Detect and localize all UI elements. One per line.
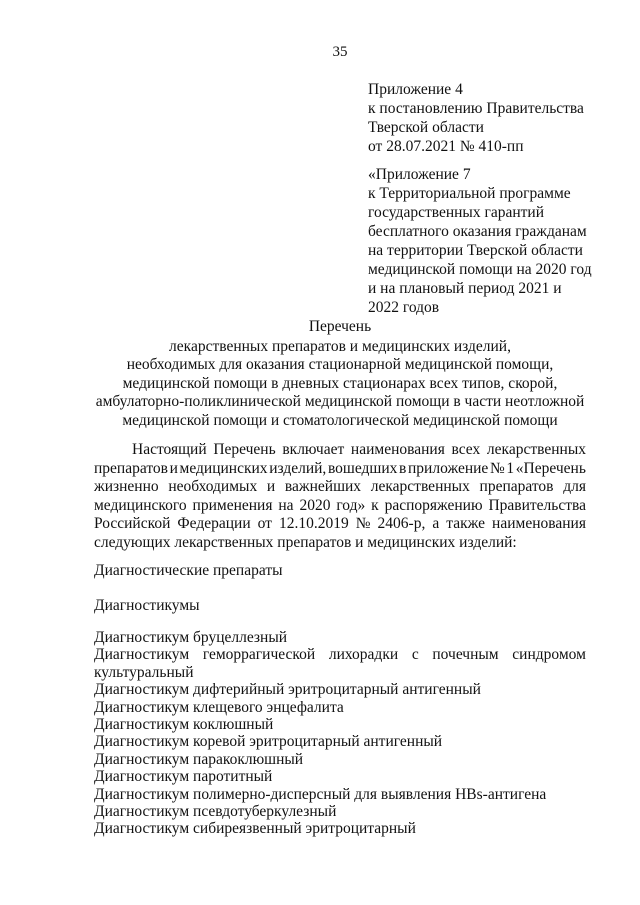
list-item: Диагностикум полимерно-дисперсный для выявления HBs-антигена xyxy=(94,785,547,803)
intro-word: медицинских xyxy=(179,459,268,477)
intro-word: Федерации xyxy=(177,515,251,533)
appendix-4-header xyxy=(368,80,584,156)
intro-word: лекарственных xyxy=(486,441,586,458)
intro-word: 1 xyxy=(506,459,515,477)
appendix-4-line: Приложение 4 xyxy=(368,81,463,98)
intro-word: препаратов xyxy=(479,478,554,496)
title-heading: Перечень xyxy=(308,318,372,335)
list-item-word: Диагностикум xyxy=(94,646,190,664)
list-item: Диагностикум псевдотуберкулезный xyxy=(94,803,337,821)
intro-word: применения xyxy=(192,496,273,514)
intro-word: необходимых xyxy=(168,478,258,496)
list-item: Диагностикум коревой эритроцитарный антигенный xyxy=(94,733,443,751)
intro-word: «Перечень xyxy=(515,459,586,477)
intro-word: № xyxy=(355,515,371,533)
appendix-7-line: и на плановый период 2021 и xyxy=(368,280,562,297)
list-item: Диагностикум бруцеллезный xyxy=(94,629,288,646)
title-line: амбулаторно-поликлинической медицинской помощи в части неотложной xyxy=(95,393,585,410)
diagnosticum-list xyxy=(94,629,586,838)
intro-word: лекарственных xyxy=(370,478,470,496)
title-line: необходимых для оказания стационарной медицинской помощи, xyxy=(126,356,554,373)
title-line: медицинской помощи и стоматологической медицинской помощи xyxy=(122,411,558,429)
intro-word: приложение xyxy=(408,459,489,477)
intro-word: год» xyxy=(336,496,366,514)
appendix-7-line: к Территориальной программе xyxy=(368,185,571,202)
intro-word: вошедших xyxy=(327,459,398,477)
title-line: медицинской помощи в дневных стационарах всех типов, скорой, xyxy=(122,374,558,392)
intro-word: на xyxy=(278,496,294,514)
list-item xyxy=(94,646,586,663)
list-item-word: с xyxy=(411,646,419,664)
appendix-4-line: к постановлению Правительства xyxy=(368,100,584,117)
list-item: Диагностикум дифтерийный эритроцитарный антигенный xyxy=(94,681,481,699)
list-item: Диагностикум паракоклюшный xyxy=(94,750,304,768)
list-item-word: лихорадки xyxy=(328,646,399,664)
intro-word: и xyxy=(266,478,276,496)
intro-line xyxy=(94,441,586,460)
intro-word: № xyxy=(489,459,505,477)
list-item-word: синдромом xyxy=(512,646,586,664)
intro-word: следующих лекарственных препаратов и медицинских изделий: xyxy=(94,533,517,551)
intro-word: медицинского xyxy=(94,496,187,514)
intro-line xyxy=(94,497,586,516)
appendix-7-line: бесплатного оказания гражданам xyxy=(368,223,587,240)
intro-word: в xyxy=(399,459,407,477)
intro-word: изделий, xyxy=(269,459,327,477)
intro-word: всех xyxy=(451,441,481,458)
appendix-7-header xyxy=(368,165,592,317)
intro-word: наименования xyxy=(492,515,586,533)
intro-word: к xyxy=(371,496,379,514)
page-number: 35 xyxy=(332,44,348,60)
appendix-7-line: медицинской помощи на 2020 год xyxy=(368,261,592,278)
section-heading-diagnosticums: Диагностикумы xyxy=(94,597,200,614)
intro-word: и xyxy=(169,459,178,477)
intro-line xyxy=(94,534,586,553)
appendix-4-line: от 28.07.2021 № 410-пп xyxy=(368,138,524,155)
intro-word: 12.10.2019 xyxy=(278,515,349,533)
intro-word: Правительства xyxy=(488,496,586,514)
list-item: Диагностикум коклюшный xyxy=(94,716,274,734)
intro-word: важнейших xyxy=(284,478,362,496)
intro-word: жизненно xyxy=(94,478,159,496)
intro-word: также xyxy=(446,515,486,533)
intro-line xyxy=(94,515,586,534)
document-title xyxy=(94,318,586,430)
section-heading-diagnostic-preparations: Диагностические препараты xyxy=(94,562,283,579)
intro-word: включает xyxy=(282,441,345,458)
intro-word: Перечень xyxy=(213,441,276,458)
appendix-7-line: 2022 годов xyxy=(368,299,440,316)
intro-word: от xyxy=(257,515,272,533)
list-item-continuation: культуральный xyxy=(94,663,194,681)
intro-word: а xyxy=(432,515,440,533)
list-item: Диагностикум клещевого энцефалита xyxy=(94,698,344,716)
list-item: Диагностикум паротитный xyxy=(94,768,273,786)
intro-word: 2020 xyxy=(299,496,331,514)
appendix-7-line: государственных гарантий xyxy=(368,204,544,221)
intro-line xyxy=(94,478,586,497)
title-line: лекарственных препаратов и медицинских изделий, xyxy=(169,337,511,355)
intro-word: препаратов xyxy=(94,459,168,477)
list-item-word: геморрагической xyxy=(202,646,316,664)
appendix-4-line: Тверской области xyxy=(368,119,484,136)
intro-word: распоряжению xyxy=(384,496,483,514)
list-item-word: почечным xyxy=(432,646,499,664)
intro-word: Российской xyxy=(94,515,171,533)
list-item: Диагностикум сибиреязвенный эритроцитарный xyxy=(94,820,416,838)
intro-word: для xyxy=(563,478,586,496)
intro-paragraph xyxy=(94,441,586,553)
intro-word: Настоящий xyxy=(132,441,207,458)
intro-word: 2406-р, xyxy=(377,515,426,533)
intro-word: наименования xyxy=(350,441,445,458)
appendix-7-line: на территории Тверской области xyxy=(368,242,583,259)
intro-line xyxy=(94,460,586,479)
appendix-7-line: «Приложение 7 xyxy=(368,166,471,183)
